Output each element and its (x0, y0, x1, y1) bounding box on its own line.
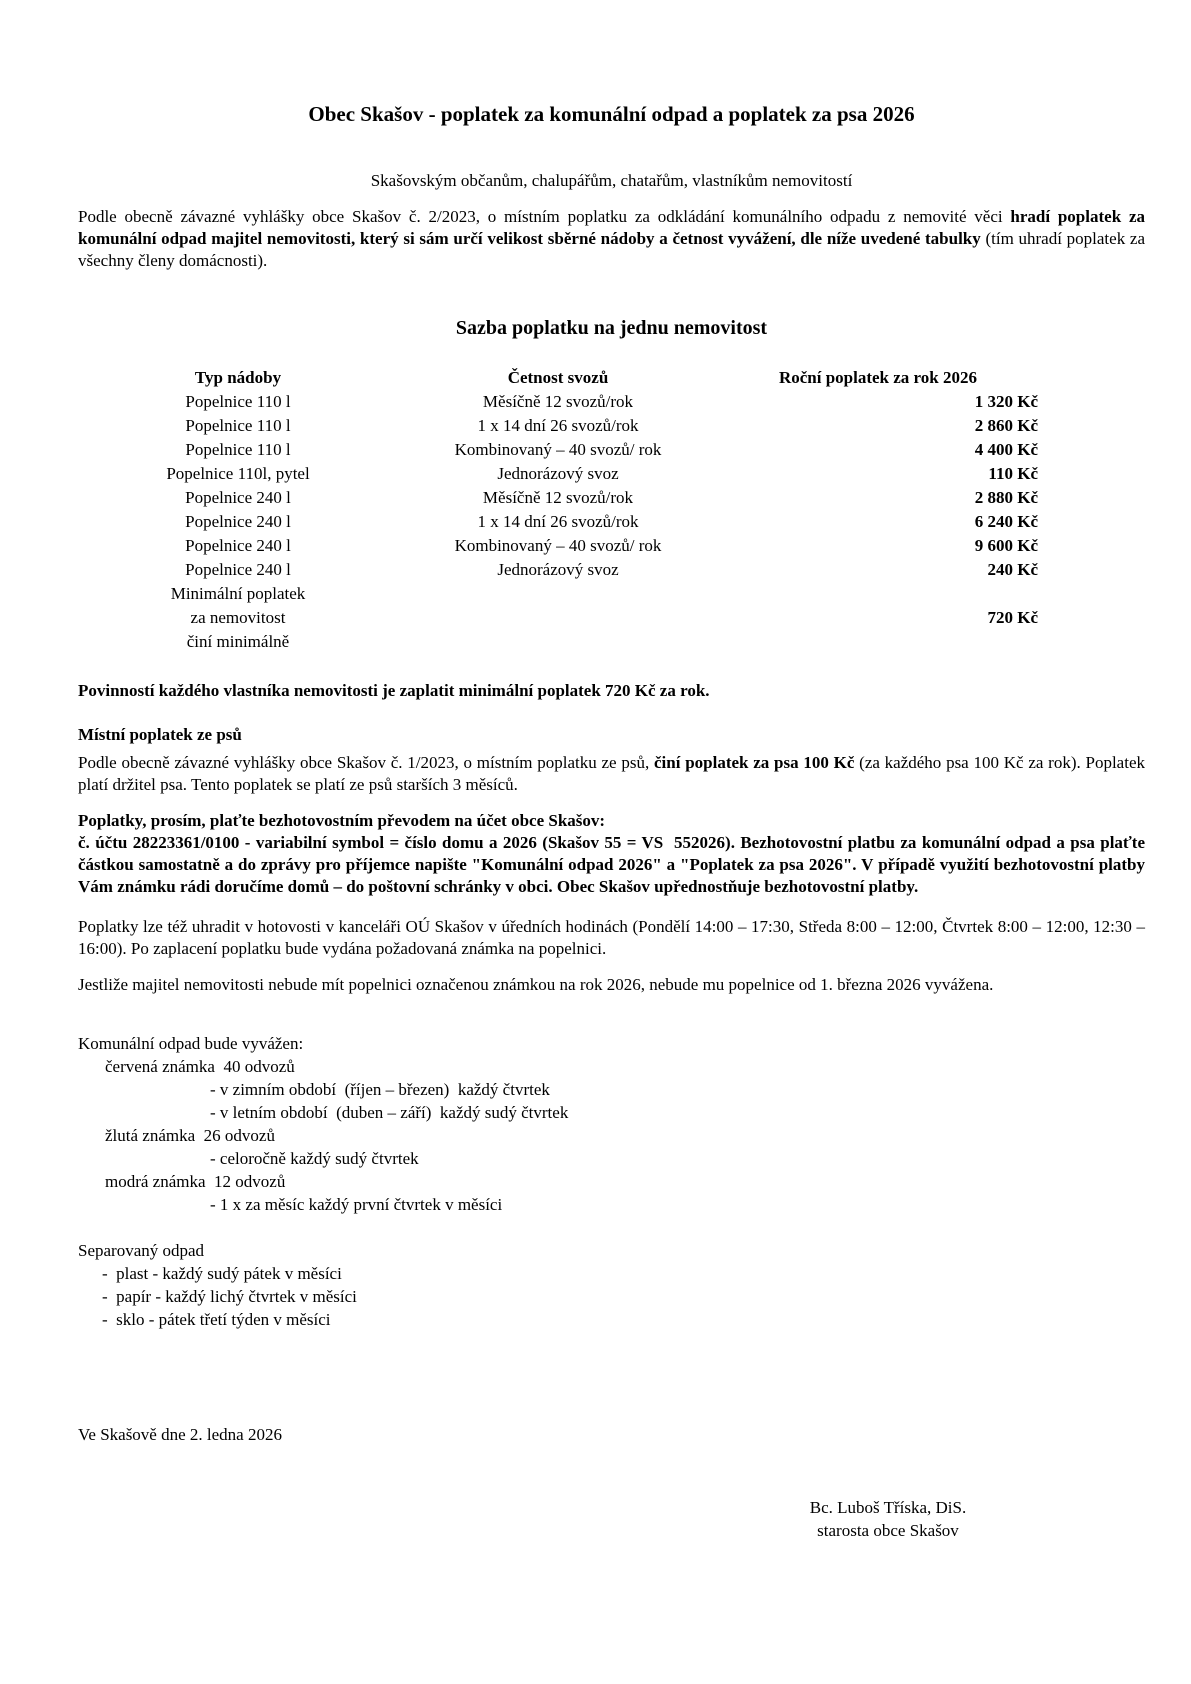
column-header-frequency: Četnost svozů (507, 368, 609, 387)
container-type: Popelnice 110l, pytel (166, 464, 310, 483)
annual-fee: 9 600 Kč (974, 536, 1038, 555)
table-row (78, 582, 1038, 606)
table-row (78, 486, 1038, 510)
column-header-annual-fee: Roční poplatek za rok 2026 (778, 368, 978, 387)
intro-text-normal-2: (tím uhradí poplatek za všechny členy domácnosti). (78, 229, 1146, 270)
schedule-yellow-tag: žlutá známka 26 odvozů (105, 1126, 275, 1145)
annual-fee (718, 630, 1038, 654)
table-row (78, 510, 1038, 534)
table-row (78, 462, 1038, 486)
payment-instructions-body: č. účtu 28223361/0100 - variabilní symbol = číslo domu a 2026 (Skašov 55 = VS 552026). Bezhotovostní platbu za komunální odpad a psa plaťte částkou samostatně a do zprávy pro příjemce napište "Komunální odpad 2026" a "Poplatek za psa 2026". V případě využití bezhotovostní platby Vám známku rádi doručíme domů – do poštovní schránky v obci. Obec Skašov upřednostňuje bezhotovostní platby. (78, 833, 1145, 896)
schedule-yellow-tag-detail: - celoročně každý sudý čtvrtek (210, 1149, 419, 1168)
separated-waste-glass: - sklo - pátek třetí týden v měsíci (102, 1310, 331, 1329)
frequency (398, 582, 718, 606)
dog-fee-text-normal-1: Podle obecně závazné vyhlášky obce Skašov č. 1/2023, o místním poplatku ze psů, (78, 753, 654, 772)
container-type: Popelnice 240 l (185, 560, 291, 579)
cash-payment-paragraph: Poplatky lze též uhradit v hotovosti v kanceláři OÚ Skašov v úředních hodinách (Pondělí 14:00 – 17:30, Středa 8:00 – 12:00, Čtvrtek 8:00 – 12:00, 12:30 – 16:00). Po zaplacení poplatku bude vydána požadovaná známka na popelnici. (78, 917, 1145, 958)
table-row (78, 558, 1038, 582)
document-subtitle: Skašovským občanům, chalupářům, chatařům, vlastníkům nemovitostí (370, 171, 853, 190)
container-type: za nemovitost (190, 608, 286, 627)
annual-fee: 2 880 Kč (974, 488, 1038, 507)
annual-fee: 2 860 Kč (974, 416, 1038, 435)
obligation-statement: Povinností každého vlastníka nemovitosti je zaplatit minimální poplatek 720 Kč za rok. (78, 681, 710, 700)
container-type: Popelnice 110 l (185, 392, 291, 411)
warning-paragraph: Jestliže majitel nemovitosti nebude mít popelnici označenou známkou na rok 2026, nebude mu popelnice od 1. března 2026 vyvážena. (78, 975, 994, 994)
separated-waste (78, 1239, 1145, 1331)
table-row (78, 414, 1038, 438)
container-type: činí minimálně (186, 632, 290, 651)
container-type: Popelnice 110 l (185, 440, 291, 459)
collection-schedule-heading: Komunální odpad bude vyvážen: (78, 1034, 304, 1053)
table-row (78, 630, 1038, 654)
schedule-blue-tag: modrá známka 12 odvozů (105, 1172, 286, 1191)
container-type: Minimální poplatek (170, 584, 306, 603)
intro-text-normal-1: Podle obecně závazné vyhlášky obce Skašov č. 2/2023, o místním poplatku za odkládání komunálního odpadu z nemovité věci (78, 207, 1011, 226)
rate-table (78, 366, 1038, 654)
table-row (78, 438, 1038, 462)
signature-name: Bc. Luboš Tříska, DiS. (809, 1498, 967, 1517)
container-type: Popelnice 240 l (185, 536, 291, 555)
annual-fee: 110 Kč (988, 464, 1038, 483)
frequency: Kombinovaný – 40 svozů/ rok (454, 536, 662, 555)
column-header-container-type: Typ nádoby (194, 368, 282, 387)
payment-instructions-line1: Poplatky, prosím, plaťte bezhotovostním převodem na účet obce Skašov: (78, 811, 606, 830)
dog-fee-text-normal-2: (za každého psa 100 Kč za rok). Poplatek platí držitel psa. Tento poplatek se platí ze psů starších 3 měsíců. (78, 753, 1145, 794)
frequency: Jednorázový svoz (497, 464, 619, 483)
frequency (398, 630, 718, 654)
container-type: Popelnice 240 l (185, 488, 291, 507)
intro-paragraph (78, 206, 1145, 272)
annual-fee: 240 Kč (987, 560, 1038, 579)
schedule-red-tag-detail: - v zimním období (říjen – březen) každý čtvrtek (210, 1080, 550, 1099)
annual-fee: 1 320 Kč (974, 392, 1038, 411)
container-type: Popelnice 110 l (185, 416, 291, 435)
separated-waste-paper: - papír - každý lichý čtvrtek v měsíci (102, 1287, 357, 1306)
document-title: Obec Skašov - poplatek za komunální odpad a poplatek za psa 2026 (308, 102, 915, 126)
annual-fee: 720 Kč (987, 608, 1038, 627)
dog-fee-text-bold: činí poplatek za psa 100 Kč (653, 753, 855, 772)
container-type: Popelnice 240 l (185, 512, 291, 531)
frequency: Měsíčně 12 svozů/rok (482, 392, 634, 411)
schedule-blue-tag-detail: - 1 x za měsíc každý první čtvrtek v měsíci (210, 1195, 503, 1214)
separated-waste-plastic: - plast - každý sudý pátek v měsíci (102, 1264, 342, 1283)
table-row (78, 390, 1038, 414)
frequency: Měsíčně 12 svozů/rok (482, 488, 634, 507)
separated-waste-heading: Separovaný odpad (78, 1241, 205, 1260)
intro-text-bold: hradí poplatek za komunální odpad majitel nemovitosti, který si sám určí velikost sběrné nádoby a četnost vyvážení, dle níže uvedené tabulky (78, 207, 1145, 248)
annual-fee: 4 400 Kč (974, 440, 1038, 459)
dog-fee-heading: Místní poplatek ze psů (78, 725, 242, 744)
annual-fee (718, 582, 1038, 606)
frequency: Jednorázový svoz (497, 560, 619, 579)
payment-instructions (78, 810, 1145, 898)
schedule-red-tag: červená známka 40 odvozů (105, 1057, 295, 1076)
annual-fee: 6 240 Kč (974, 512, 1038, 531)
collection-schedule (78, 1032, 1145, 1216)
frequency: Kombinovaný – 40 svozů/ rok (454, 440, 662, 459)
table-row (78, 606, 1038, 630)
schedule-red-tag-detail: - v letním období (duben – září) každý sudý čtvrtek (210, 1103, 569, 1122)
signature-block (738, 1496, 1038, 1542)
signature-title: starosta obce Skašov (817, 1521, 959, 1540)
frequency: 1 x 14 dní 26 svozů/rok (477, 512, 639, 531)
table-row (78, 534, 1038, 558)
frequency: 1 x 14 dní 26 svozů/rok (477, 416, 639, 435)
dog-fee-paragraph (78, 752, 1145, 796)
frequency (398, 606, 718, 630)
rate-table-header-row (78, 366, 1038, 390)
date-line: Ve Skašově dne 2. ledna 2026 (78, 1425, 282, 1444)
rate-table-heading: Sazba poplatku na jednu nemovitost (455, 317, 768, 339)
